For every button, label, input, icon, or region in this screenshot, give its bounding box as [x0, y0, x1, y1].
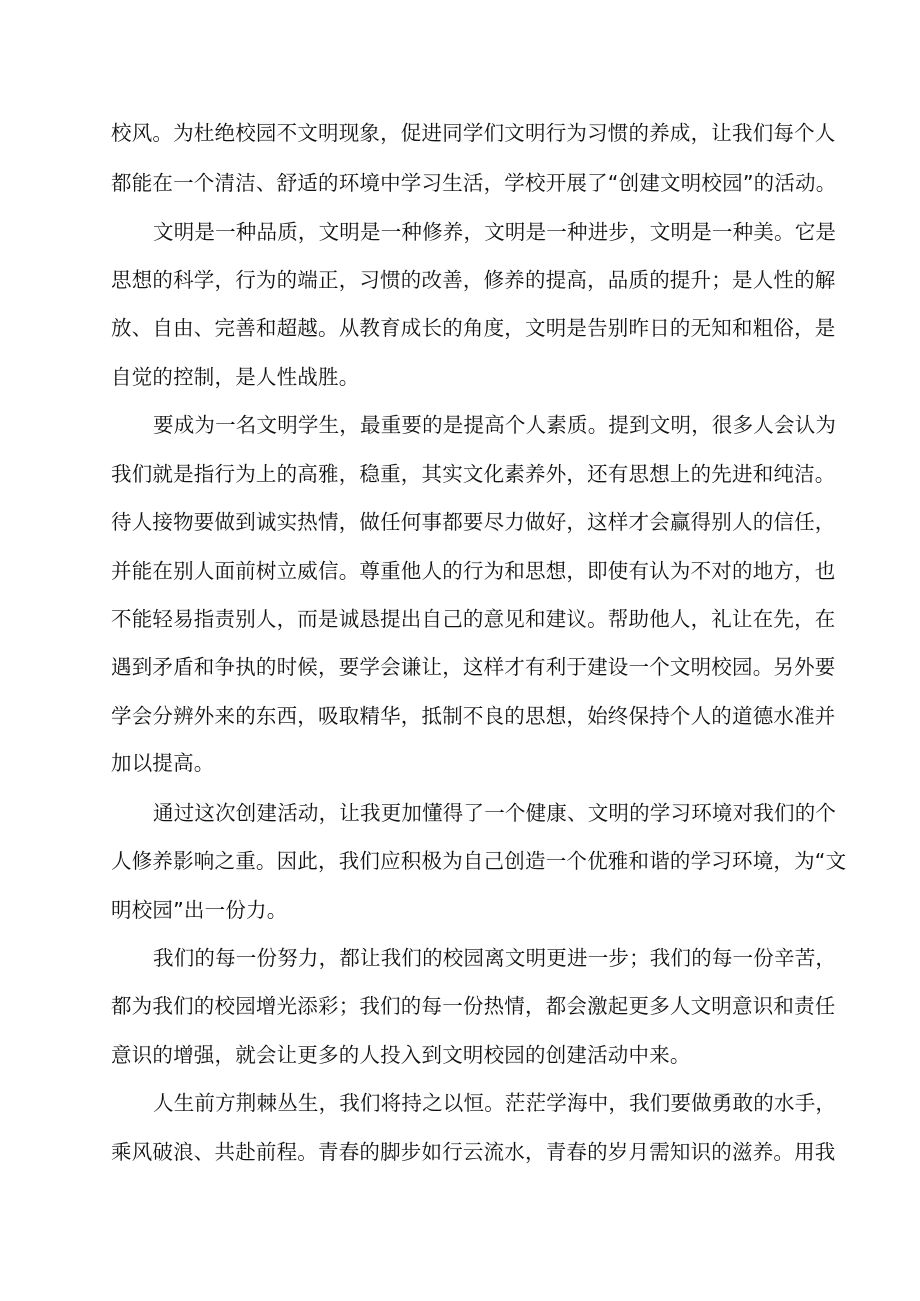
text-line: 待人接物要做到诚实热情，做任何事都要尽力做好，这样才会赢得别人的信任， — [111, 510, 836, 534]
text-line: 明校园”出一份力。 — [111, 898, 288, 922]
text-line: 我们就是指行为上的高雅，稳重，其实文化素养外，还有思想上的先进和纯洁。 — [111, 462, 836, 486]
text-line: 思想的科学，行为的端正，习惯的改善，修养的提高，品质的提升；是人性的解 — [111, 268, 836, 292]
text-line: 放、自由、完善和超越。从教育成长的角度，文明是告别昨日的无知和粗俗，是 — [111, 316, 836, 340]
paragraph-start-line: 要成为一名文明学生，最重要的是提高个人素质。提到文明，很多人会认为 — [153, 413, 837, 437]
text-line: 学会分辨外来的东西，吸取精华，抵制不良的思想，始终保持个人的道德水准并 — [111, 704, 836, 728]
text-line: 遇到矛盾和争执的时候，要学会谦让，这样才有利于建设一个文明校园。另外要 — [111, 655, 836, 679]
text-line: 并能在别人面前树立威信。尊重他人的行为和思想，即使有认为不对的地方，也 — [111, 559, 836, 583]
text-line: 乘风破浪、共赴前程。青春的脚步如行云流水，青春的岁月需知识的滋养。用我 — [111, 1140, 836, 1164]
paragraph-start-line: 我们的每一份努力，都让我们的校园离文明更进一步；我们的每一份辛苦， — [153, 946, 837, 970]
text-line: 意识的增强，就会让更多的人投入到文明校园的创建活动中来。 — [111, 1043, 691, 1067]
text-line: 不能轻易指责别人，而是诚恳提出自己的意见和建议。帮助他人，礼让在先，在 — [111, 607, 836, 631]
text-line: 都为我们的校园增光添彩；我们的每一份热情，都会激起更多人文明意识和责任 — [111, 994, 836, 1018]
text-line: 都能在一个清洁、舒适的环境中学习生活，学校开展了“创建文明校园”的活动。 — [111, 171, 837, 195]
paragraph-start-line: 文明是一种品质，文明是一种修养，文明是一种进步，文明是一种美。它是 — [153, 220, 837, 244]
text-line: 校风。为杜绝校园不文明现象，促进同学们文明行为习惯的养成，让我们每个人 — [111, 121, 836, 145]
text-line: 加以提高。 — [111, 751, 215, 775]
text-line: 自觉的控制，是人性战胜。 — [111, 365, 360, 389]
paragraph-start-line: 通过这次创建活动，让我更加懂得了一个健康、文明的学习环境对我们的个 — [153, 801, 837, 825]
paragraph-start-line: 人生前方荆棘丛生，我们将持之以恒。茫茫学海中，我们要做勇敢的水手， — [153, 1091, 837, 1115]
text-line: 人修养影响之重。因此，我们应积极为自己创造一个优雅和谐的学习环境，为“文 — [111, 849, 847, 873]
